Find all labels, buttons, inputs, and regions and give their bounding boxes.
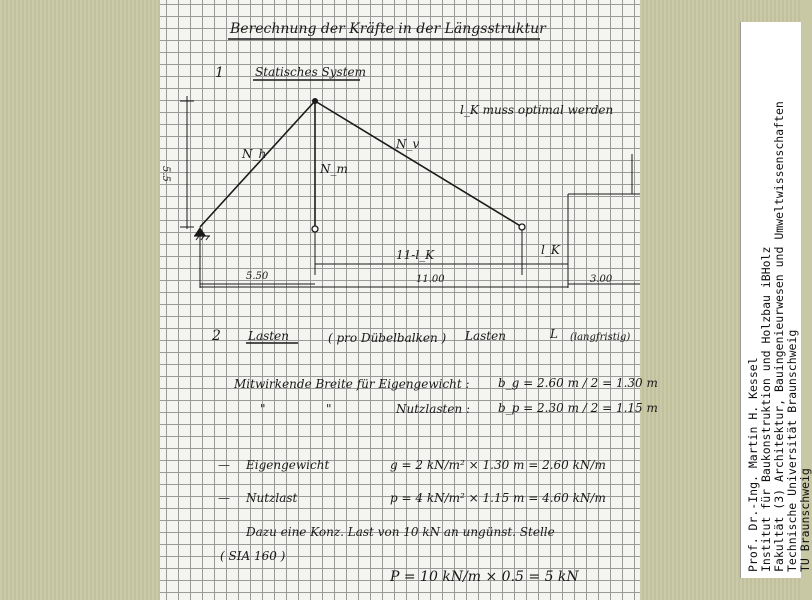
credit-caption	[740, 22, 812, 578]
support-hatching	[196, 236, 209, 240]
width-line1-formula: b_g = 2.60 m / 2 = 1.30 m	[498, 376, 658, 390]
static-system-diagram	[160, 0, 640, 600]
section1-heading: Statisches System	[255, 65, 366, 79]
node-top	[312, 98, 318, 104]
caption-university: Technische Universität Braunschweig	[785, 329, 799, 572]
dimension-550: 5.50	[246, 271, 269, 282]
dead-load-label: Eigengewicht	[246, 458, 330, 472]
norm-reference: ( SIA 160 )	[220, 549, 286, 563]
node-bottom-mid	[312, 226, 318, 232]
ditto-mark-1: "	[260, 402, 266, 416]
label-nv: N_v	[396, 137, 420, 151]
label-lk: l_K	[541, 243, 560, 257]
caption-author: Prof. Dr.-Ing. Martin H. Kessel	[746, 357, 760, 572]
dead-load-formula: g = 2 kN/m² × 1.30 m = 2.60 kN/m	[390, 458, 606, 472]
label-height: 5.5	[160, 166, 171, 182]
system-note: l_K muss optimal werden	[460, 103, 614, 117]
width-line1: Mitwirkende Breite für Eigengewicht :	[234, 377, 470, 391]
dead-load-dash: —	[218, 458, 230, 472]
label-nm: N_m	[320, 162, 348, 176]
ditto-mark-2: "	[326, 402, 332, 416]
caption-short: TU Braunschweig	[798, 468, 812, 572]
section1-number: 1	[215, 65, 224, 81]
section2-heading: Lasten	[248, 329, 289, 343]
caption-institute: Institut für Baukonstruktion und Holzbau iBHolz	[759, 246, 773, 572]
live-load-label: Nutzlast	[246, 491, 298, 505]
label-nh: N_h	[242, 147, 267, 161]
point-load-formula: P = 10 kN/m × 0.5 = 5 kN	[390, 569, 579, 585]
scanned-document	[160, 0, 658, 600]
width-line2-formula: b_p = 2.30 m / 2 = 1.15 m	[498, 401, 658, 415]
member-nh	[200, 101, 315, 227]
point-load-text: Dazu eine Konz. Last von 10 kN an ungünst. Stelle	[246, 525, 555, 539]
dimension-1100: 11.00	[416, 274, 445, 285]
section2-subheading: ( pro Dübelbalken )	[328, 331, 447, 345]
live-load-formula: p = 4 kN/m² × 1.15 m = 4.60 kN/m	[390, 491, 606, 505]
label-span-lk: 11-l_K	[396, 248, 435, 262]
loads-label: Lasten	[465, 329, 506, 343]
node-right	[519, 224, 525, 230]
document-title: Berechnung der Kräfte in der Längsstruktur	[230, 21, 546, 37]
pin-support-icon	[194, 227, 206, 236]
width-line2-text: Nutzlasten :	[396, 402, 471, 416]
loads-symbol: L	[550, 327, 558, 341]
caption-rotated-text	[741, 22, 812, 578]
loads-note: (langfristig)	[570, 332, 631, 343]
caption-faculty: Fakultät (3) Architektur, Bauingenieurwesen und Umweltwissenschaften	[772, 101, 786, 572]
dimension-300: 3.00	[590, 274, 613, 285]
section2-number: 2	[212, 328, 221, 344]
live-load-dash: —	[218, 491, 230, 505]
